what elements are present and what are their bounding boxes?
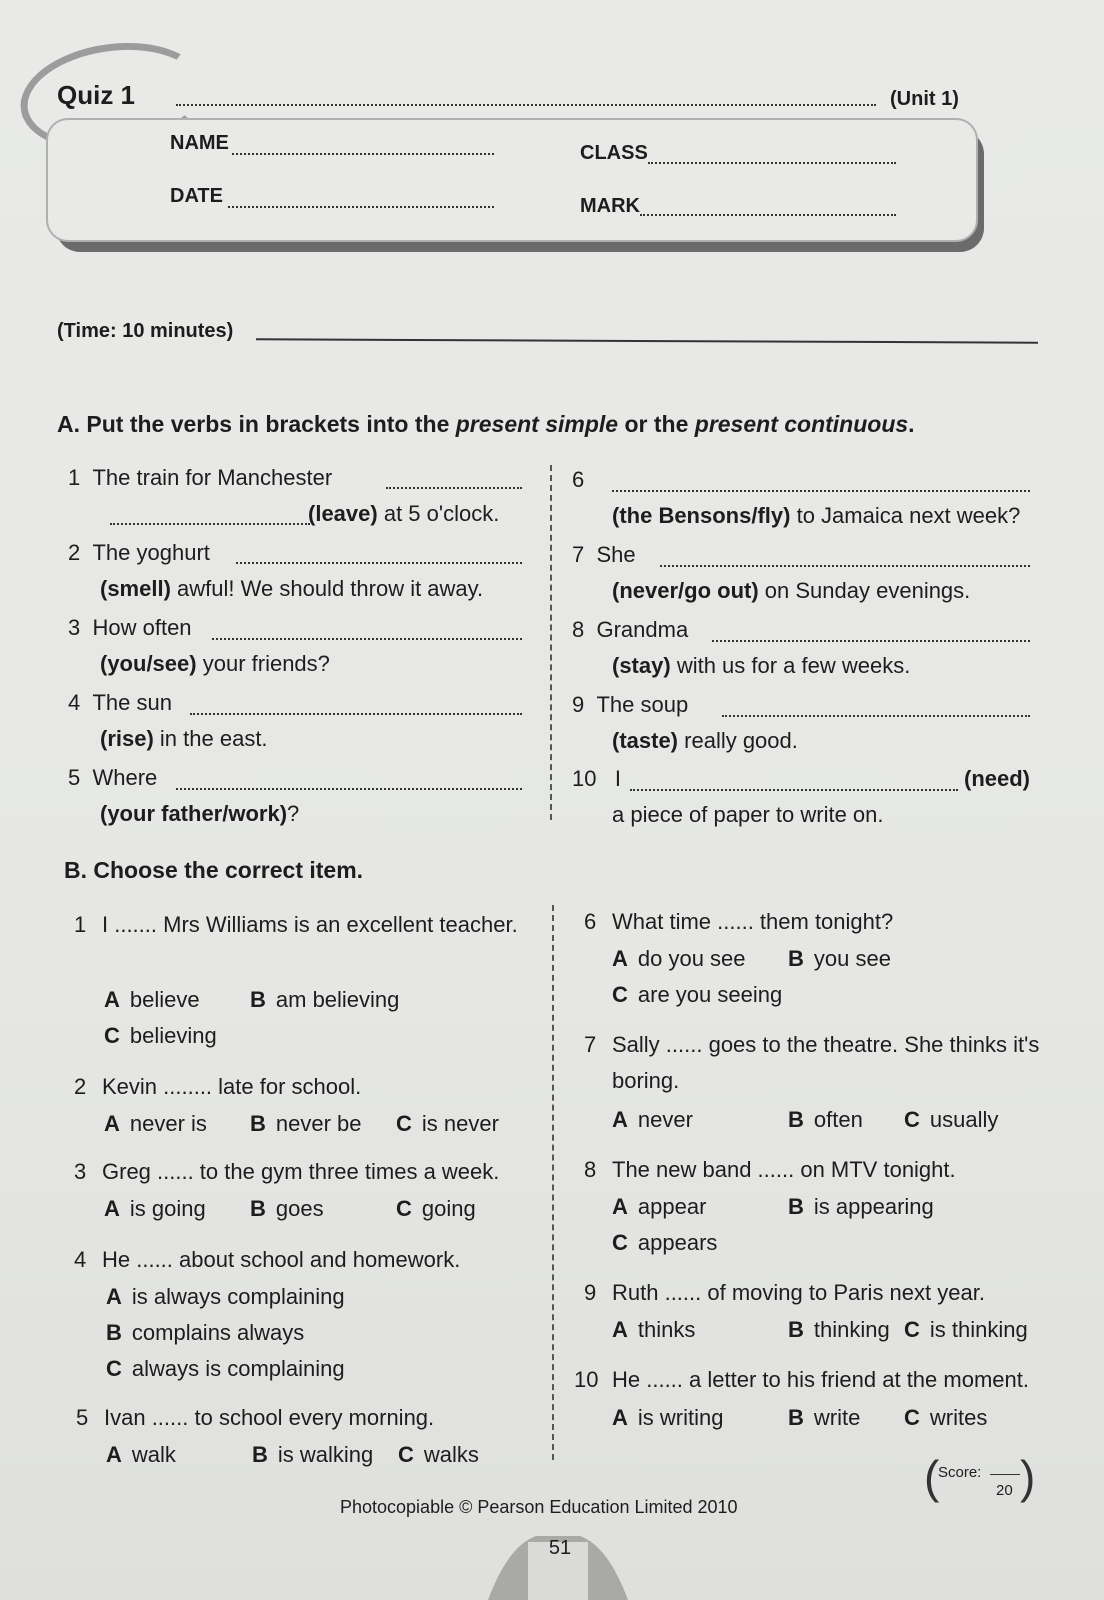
section-a-divider xyxy=(550,465,552,820)
option-text: thinks xyxy=(637,1317,696,1342)
unit-label: (Unit 1) xyxy=(890,88,959,110)
option-text: usually xyxy=(929,1107,999,1132)
option[interactable] xyxy=(106,1351,536,1387)
page-number: 51 xyxy=(548,1537,572,1559)
question-text: I ....... Mrs Williams is an excellent teacher. xyxy=(102,912,518,937)
option[interactable] xyxy=(250,1106,396,1142)
option-letter: B xyxy=(106,1320,122,1345)
option[interactable] xyxy=(104,1191,250,1227)
verb-cue: (smell) xyxy=(100,576,171,601)
option[interactable] xyxy=(106,1315,536,1351)
option-text: is thinking xyxy=(929,1317,1028,1342)
section-b-divider xyxy=(552,905,554,1460)
question-text: The new band ...... on MTV tonight. xyxy=(612,1157,956,1182)
section-a-heading-em2: present continuous xyxy=(694,411,909,437)
item-number: 1 xyxy=(68,465,81,490)
option-text: thinking xyxy=(813,1317,890,1342)
option-text: are you seeing xyxy=(637,982,783,1007)
item-text-after: really good. xyxy=(684,728,798,753)
option-text: never be xyxy=(275,1111,362,1136)
option-letter: B xyxy=(788,1405,804,1430)
section-a-heading-mid: or the xyxy=(618,411,695,437)
option-letter: C xyxy=(398,1442,414,1467)
option-letter: B xyxy=(252,1442,268,1467)
section-a-item xyxy=(572,687,1042,759)
mc-options xyxy=(612,1400,1052,1436)
mark-label: MARK xyxy=(580,195,640,217)
option[interactable] xyxy=(788,1312,904,1348)
option[interactable] xyxy=(612,1400,788,1436)
item-number: 9 xyxy=(572,692,585,717)
option-text: appears xyxy=(637,1230,718,1255)
mc-options xyxy=(106,1279,536,1387)
option-letter: B xyxy=(788,1194,804,1219)
option-letter: A xyxy=(612,1194,628,1219)
option-text: you see xyxy=(813,946,891,971)
option[interactable] xyxy=(788,1102,904,1138)
option-letter: A xyxy=(612,1107,628,1132)
option[interactable] xyxy=(612,941,788,977)
mc-question xyxy=(584,904,1044,940)
option-text: am believing xyxy=(275,987,400,1012)
section-a-item xyxy=(572,537,1042,609)
option[interactable] xyxy=(396,1106,499,1142)
option[interactable] xyxy=(396,1191,476,1227)
item-number: 6 xyxy=(572,467,585,492)
option-text: never xyxy=(637,1107,693,1132)
name-label: NAME xyxy=(170,132,229,154)
mc-options xyxy=(612,941,1042,1013)
item-number: 7 xyxy=(584,1032,597,1057)
option-letter: C xyxy=(106,1356,122,1381)
item-number: 10 xyxy=(574,1367,599,1392)
answer-line[interactable] xyxy=(236,562,522,564)
verb-cue: (rise) xyxy=(100,726,154,751)
option-text: is never xyxy=(421,1111,499,1136)
verb-cue: (taste) xyxy=(612,728,679,753)
question-text: Ivan ...... to school every morning. xyxy=(104,1405,435,1430)
question-text: Kevin ........ late for school. xyxy=(102,1074,362,1099)
answer-line[interactable] xyxy=(110,523,310,525)
item-text-after: a piece of paper to write on. xyxy=(612,802,884,827)
option[interactable] xyxy=(612,1189,788,1225)
option[interactable] xyxy=(250,1191,396,1227)
item-number: 6 xyxy=(584,909,597,934)
time-label: (Time: 10 minutes) xyxy=(57,320,234,342)
option[interactable] xyxy=(106,1279,536,1315)
section-a-item xyxy=(68,760,538,832)
time-line xyxy=(256,338,1038,343)
option-letter: B xyxy=(788,1107,804,1132)
item-text: She xyxy=(596,542,636,567)
score-box xyxy=(924,1451,1036,1510)
answer-line[interactable] xyxy=(722,715,1030,717)
item-number: 10 xyxy=(572,766,597,791)
item-number: 7 xyxy=(572,542,585,567)
question-text: He ...... a letter to his friend at the moment. xyxy=(612,1367,1029,1392)
option[interactable] xyxy=(904,1312,1028,1348)
answer-line[interactable] xyxy=(190,713,522,715)
item-text-after: at 5 o'clock. xyxy=(383,501,500,526)
option[interactable] xyxy=(612,977,1042,1013)
option-text: believing xyxy=(129,1023,217,1048)
section-a-heading xyxy=(57,411,915,438)
option[interactable] xyxy=(104,1106,250,1142)
option-text: is walking xyxy=(277,1442,374,1467)
section-a-item xyxy=(68,460,528,532)
name-field[interactable] xyxy=(232,153,494,155)
item-text-after: ? xyxy=(287,801,300,826)
item-text: Where xyxy=(92,765,158,790)
option-text: is going xyxy=(129,1196,206,1221)
mc-options xyxy=(612,1102,1042,1138)
mc-question xyxy=(76,1400,546,1436)
option-letter: C xyxy=(104,1023,120,1048)
section-a-heading-end: . xyxy=(908,411,915,437)
section-a-heading-em1: present simple xyxy=(455,411,619,437)
option[interactable] xyxy=(104,982,250,1018)
option[interactable] xyxy=(106,1437,252,1473)
option-text: appear xyxy=(637,1194,707,1219)
option-text: is always complaining xyxy=(131,1284,345,1309)
item-text-after: to Jamaica next week? xyxy=(796,503,1021,528)
option-text: write xyxy=(813,1405,861,1430)
item-text: The train for Manchester xyxy=(92,465,333,490)
mc-options xyxy=(612,1189,1042,1261)
option-text: goes xyxy=(275,1196,324,1221)
option-letter: A xyxy=(104,1196,120,1221)
option-letter: A xyxy=(104,1111,120,1136)
item-number: 1 xyxy=(74,912,87,937)
option[interactable] xyxy=(904,1400,987,1436)
item-text: The yoghurt xyxy=(92,540,210,565)
item-text: How often xyxy=(92,615,192,640)
item-text: The soup xyxy=(596,692,689,717)
item-number: 9 xyxy=(584,1280,597,1305)
item-text-after: in the east. xyxy=(159,726,268,751)
quiz-title: Quiz 1 xyxy=(57,80,136,110)
mark-field[interactable] xyxy=(640,214,896,216)
option-letter: B xyxy=(788,946,804,971)
question-text: Sally ...... goes to the theatre. She thinks it's boring. xyxy=(612,1032,1040,1093)
question-text: Ruth ...... of moving to Paris next year. xyxy=(612,1280,985,1305)
option-text: writes xyxy=(929,1405,988,1430)
answer-line[interactable] xyxy=(660,565,1030,567)
option-text: do you see xyxy=(637,946,746,971)
option-text: always is complaining xyxy=(131,1356,345,1381)
class-field[interactable] xyxy=(648,162,896,164)
question-text: He ...... about school and homework. xyxy=(102,1247,461,1272)
section-a-item xyxy=(572,612,1042,684)
title-dotted-line xyxy=(176,104,876,106)
item-text: Grandma xyxy=(596,617,689,642)
option-letter: A xyxy=(104,987,120,1012)
verb-cue: (you/see) xyxy=(100,651,197,676)
option[interactable] xyxy=(104,1018,524,1054)
item-text-after: awful! We should throw it away. xyxy=(177,576,484,601)
mc-options xyxy=(104,1106,534,1142)
item-number: 2 xyxy=(68,540,81,565)
option[interactable] xyxy=(398,1437,479,1473)
item-text: I xyxy=(614,766,621,791)
option-letter: B xyxy=(788,1317,804,1342)
copyright-footer: Photocopiable © Pearson Education Limited 2010 xyxy=(340,1497,738,1517)
option-text: believe xyxy=(129,987,200,1012)
item-number: 2 xyxy=(74,1074,87,1099)
verb-cue: (need) xyxy=(964,766,1030,791)
date-field[interactable] xyxy=(228,206,494,208)
class-label: CLASS xyxy=(580,142,648,164)
option-letter: A xyxy=(106,1284,122,1309)
mc-question xyxy=(574,1362,1054,1398)
verb-cue: (never/go out) xyxy=(612,578,759,603)
option-text: going xyxy=(421,1196,476,1221)
option[interactable] xyxy=(250,987,399,1012)
section-a-item xyxy=(68,685,538,757)
section-a-item xyxy=(68,535,538,607)
mc-question xyxy=(74,907,534,943)
item-text-after: on Sunday evenings. xyxy=(764,578,971,603)
option-letter: C xyxy=(904,1107,920,1132)
mc-options xyxy=(104,982,524,1054)
mc-question xyxy=(584,1275,1044,1311)
option[interactable] xyxy=(612,1225,1042,1261)
item-number: 5 xyxy=(76,1405,89,1430)
item-text-after: with us for a few weeks. xyxy=(676,653,911,678)
item-text-after: your friends? xyxy=(202,651,330,676)
answer-line[interactable] xyxy=(712,640,1030,642)
option-text: complains always xyxy=(131,1320,305,1345)
question-text: What time ...... them tonight? xyxy=(612,909,894,934)
mc-question xyxy=(584,1027,1044,1099)
section-a-item xyxy=(572,462,1042,534)
option-text: often xyxy=(813,1107,863,1132)
item-number: 4 xyxy=(68,690,81,715)
option-letter: B xyxy=(250,987,266,1012)
mc-question xyxy=(74,1069,534,1105)
option-letter: C xyxy=(612,1230,628,1255)
section-a-heading-text: A. Put the verbs in brackets into the xyxy=(57,411,456,437)
item-number: 8 xyxy=(584,1157,597,1182)
option-letter: A xyxy=(612,1317,628,1342)
option[interactable] xyxy=(612,1312,788,1348)
answer-line[interactable] xyxy=(176,788,522,790)
score-total: 20 xyxy=(996,1482,1013,1499)
mc-question xyxy=(74,1154,544,1190)
option-text: is writing xyxy=(637,1405,724,1430)
score-left-paren: ( xyxy=(924,1451,940,1503)
option-letter: B xyxy=(250,1196,266,1221)
option-letter: C xyxy=(612,982,628,1007)
score-fraction-bar xyxy=(990,1474,1020,1475)
option-text: never is xyxy=(129,1111,207,1136)
answer-line[interactable] xyxy=(630,789,958,791)
score-label: Score: xyxy=(938,1464,982,1481)
mc-options xyxy=(612,1312,1052,1348)
mc-options xyxy=(104,1191,534,1227)
item-number: 5 xyxy=(68,765,81,790)
verb-cue: (your father/work) xyxy=(100,801,288,826)
date-label: DATE xyxy=(170,185,223,207)
option-letter: A xyxy=(612,1405,628,1430)
item-number: 3 xyxy=(68,615,81,640)
verb-cue: (stay) xyxy=(612,653,671,678)
verb-cue: (leave) xyxy=(308,501,378,526)
mc-question xyxy=(584,1152,1044,1188)
option-text: is appearing xyxy=(813,1194,934,1219)
answer-line[interactable] xyxy=(612,490,1030,492)
option-letter: C xyxy=(904,1405,920,1430)
verb-cue: (the Bensons/fly) xyxy=(612,503,791,528)
option[interactable] xyxy=(788,946,891,971)
option-letter: A xyxy=(106,1442,122,1467)
item-number: 3 xyxy=(74,1159,87,1184)
item-number: 4 xyxy=(74,1247,87,1272)
question-text: Greg ...... to the gym three times a week. xyxy=(102,1159,500,1184)
option[interactable] xyxy=(252,1437,398,1473)
option-letter: C xyxy=(396,1196,412,1221)
option-text: walk xyxy=(131,1442,176,1467)
option[interactable] xyxy=(612,1102,788,1138)
option[interactable] xyxy=(788,1400,904,1436)
score-right-paren: ) xyxy=(1020,1451,1036,1503)
option-text: walks xyxy=(423,1442,479,1467)
item-number: 8 xyxy=(572,617,585,642)
section-b-heading: B. Choose the correct item. xyxy=(64,857,364,883)
answer-line[interactable] xyxy=(386,487,522,489)
section-a-item xyxy=(68,610,538,682)
option-letter: B xyxy=(250,1111,266,1136)
option[interactable] xyxy=(788,1194,934,1219)
option-letter: C xyxy=(904,1317,920,1342)
mc-question xyxy=(74,1242,544,1278)
item-text: The sun xyxy=(92,690,172,715)
answer-line[interactable] xyxy=(212,638,522,640)
option-letter: A xyxy=(612,946,628,971)
option-letter: C xyxy=(396,1111,412,1136)
mc-options xyxy=(106,1437,536,1473)
option[interactable] xyxy=(904,1102,998,1138)
